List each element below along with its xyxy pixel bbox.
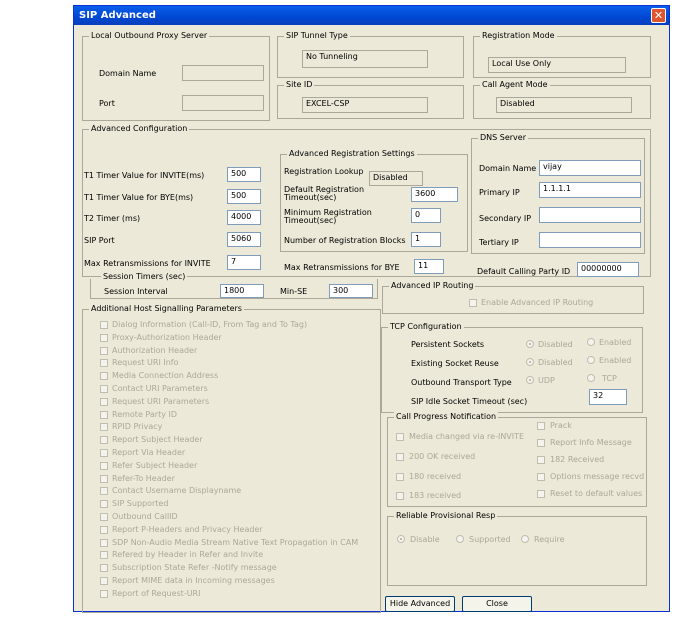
max-retx-bye-label: Max Retransmissions for BYE (284, 263, 400, 272)
registration-lookup-label: Registration Lookup (284, 167, 364, 176)
reliable-supported-radio[interactable] (456, 535, 464, 543)
call-agent-mode-group (473, 80, 651, 119)
reliable-disable-label: Disable (410, 535, 440, 544)
call-progress-label: 200 OK received (409, 452, 476, 461)
tcp-configuration-legend: TCP Configuration (390, 322, 462, 331)
call-progress-label: Options message recvd (550, 472, 645, 481)
reliable-require-radio[interactable] (521, 535, 529, 543)
minimum-registration-timeout-label: Minimum Registration Timeout(sec) (284, 208, 372, 225)
host-param-label: Media Connection Address (112, 371, 219, 381)
host-param-checkbox[interactable] (100, 513, 108, 521)
registration-blocks-field[interactable]: 1 (411, 232, 441, 247)
minimum-registration-timeout-field[interactable]: 0 (411, 208, 441, 223)
host-param-checkbox[interactable] (100, 334, 108, 342)
t1-bye-field[interactable]: 500 (227, 189, 261, 204)
outbound-transport-label: Outbound Transport Type (411, 378, 512, 387)
dns-domain-label: Domain Name (479, 164, 537, 173)
default-registration-timeout-field[interactable]: 3600 (411, 187, 458, 202)
host-param-label: Report of Request-URI (112, 588, 201, 598)
host-param-checkbox[interactable] (100, 423, 108, 431)
close-window-button[interactable] (651, 8, 666, 23)
host-param-checkbox[interactable] (100, 321, 108, 329)
host-params-legend: Additional Host Signalling Parameters (91, 304, 242, 313)
close-icon: ✕ (653, 9, 664, 22)
session-timers-legend: Session Timers (sec) (103, 272, 186, 281)
host-param-checkbox[interactable] (100, 487, 108, 495)
host-param-checkbox[interactable] (100, 475, 108, 483)
persistent-enabled-radio[interactable] (587, 338, 595, 346)
host-param-label: Request URI Parameters (112, 396, 210, 406)
sip-port-label: SIP Port (84, 236, 115, 245)
calling-party-field[interactable]: 00000000 (577, 262, 639, 277)
enable-advanced-ip-routing-label: Enable Advanced IP Routing (481, 298, 594, 307)
call-progress-checkbox[interactable] (396, 492, 404, 500)
call-progress-checkbox[interactable] (537, 490, 545, 498)
local-proxy-group (82, 31, 270, 121)
min-se-label: Min-SE (280, 287, 308, 296)
host-param-label: Dialog Information (Call-ID, From Tag and To Tag) (112, 320, 308, 329)
registration-mode-group (473, 31, 651, 78)
host-param-label: Outbound CallID (112, 512, 178, 521)
host-param-checkbox[interactable] (100, 500, 108, 508)
host-param-label: Contact URI Parameters (112, 384, 208, 393)
reliable-provisional-group (387, 511, 647, 586)
tertiary-ip-label: Tertiary IP (479, 238, 519, 247)
primary-ip-field[interactable]: 1.1.1.1 (539, 182, 641, 198)
site-id-legend: Site ID (286, 80, 313, 89)
host-param-checkbox[interactable] (100, 526, 108, 534)
idle-timeout-label: SIP Idle Socket Timeout (sec) (411, 397, 528, 406)
host-param-checkbox[interactable] (100, 590, 108, 598)
reliable-disable-radio[interactable] (397, 535, 405, 543)
proxy-port-label: Port (99, 99, 115, 108)
host-param-checkbox[interactable] (100, 564, 108, 572)
max-retx-invite-label: Max Retransmissions for INVITE (84, 259, 211, 268)
reliable-supported-label: Supported (469, 535, 511, 544)
call-progress-checkbox[interactable] (396, 453, 404, 461)
call-progress-checkbox[interactable] (537, 439, 545, 447)
window-title: SIP Advanced (79, 10, 156, 21)
host-param-checkbox[interactable] (100, 539, 108, 547)
enable-advanced-ip-routing-checkbox[interactable] (469, 299, 477, 307)
persistent-sockets-label: Persistent Sockets (411, 340, 485, 349)
transport-udp-label: UDP (538, 376, 555, 385)
advanced-configuration-legend: Advanced Configuration (91, 124, 188, 133)
call-progress-label: Prack (550, 421, 572, 430)
tertiary-ip-field[interactable] (539, 232, 641, 248)
host-param-label: Remote Party ID (112, 409, 177, 419)
call-progress-checkbox[interactable] (537, 422, 545, 430)
site-id-group (277, 80, 464, 119)
min-se-field[interactable]: 300 (329, 284, 373, 298)
session-interval-label: Session Interval (104, 287, 168, 296)
host-param-checkbox[interactable] (100, 398, 108, 406)
t1-invite-label: T1 Timer Value for INVITE(ms) (84, 171, 205, 180)
local-proxy-legend: Local Outbound Proxy Server (91, 31, 208, 40)
persistent-disabled-radio[interactable] (526, 340, 534, 348)
registration-mode-field[interactable]: Local Use Only (488, 57, 626, 73)
reuse-disabled-radio[interactable] (526, 358, 534, 366)
default-registration-timeout-label: Default Registration Timeout(sec) (284, 185, 365, 202)
host-param-label: Request URI Info (112, 358, 179, 368)
secondary-ip-field[interactable] (539, 207, 641, 223)
registration-lookup-field[interactable]: Disabled (369, 171, 423, 186)
host-param-checkbox[interactable] (100, 551, 108, 559)
proxy-domain-field[interactable] (182, 65, 264, 81)
reuse-enabled-radio[interactable] (587, 356, 595, 364)
host-param-checkbox[interactable] (100, 347, 108, 355)
host-param-label: Contact Username Displayname (112, 486, 242, 496)
dns-domain-field[interactable]: vijay (539, 160, 641, 176)
max-retx-bye-field[interactable]: 11 (414, 259, 444, 274)
reliable-require-label: Require (534, 535, 565, 544)
host-param-label: Subscription State Refer -Notify message (112, 563, 277, 573)
session-interval-field[interactable]: 1800 (220, 284, 264, 298)
advanced-registration-legend: Advanced Registration Settings (289, 149, 415, 158)
transport-tcp-radio[interactable] (587, 374, 595, 382)
host-param-checkbox[interactable] (100, 577, 108, 585)
call-progress-checkbox[interactable] (396, 473, 404, 481)
close-button[interactable]: Close (462, 596, 532, 612)
tunnel-type-field[interactable]: No Tunneling (302, 50, 428, 68)
host-param-label: Refered by Header in Refer and Invite (112, 550, 264, 560)
registration-blocks-label: Number of Registration Blocks (284, 236, 406, 245)
call-agent-mode-legend: Call Agent Mode (482, 80, 548, 89)
call-progress-checkbox[interactable] (537, 456, 545, 464)
host-param-label: Report Via Header (112, 448, 186, 457)
call-progress-checkbox[interactable] (396, 433, 404, 441)
reuse-enabled-label: Enabled (599, 356, 632, 365)
calling-party-label: Default Calling Party ID (477, 267, 571, 276)
proxy-port-field[interactable] (182, 95, 264, 111)
t2-timer-field[interactable]: 4000 (227, 210, 261, 225)
tunnel-group (277, 31, 464, 78)
socket-reuse-label: Existing Socket Reuse (411, 359, 499, 368)
call-progress-legend: Call Progress Notification (396, 412, 497, 421)
sip-advanced-dialog (73, 5, 670, 612)
host-param-checkbox[interactable] (100, 385, 108, 393)
host-param-checkbox[interactable] (100, 359, 108, 367)
host-param-checkbox[interactable] (100, 411, 108, 419)
host-param-label: Report Subject Header (112, 435, 203, 445)
call-agent-mode-field[interactable]: Disabled (496, 97, 632, 113)
host-param-label: Report MIME data in Incoming messages (112, 576, 275, 585)
host-param-checkbox[interactable] (100, 436, 108, 444)
host-param-label: Proxy-Authorization Header (112, 332, 222, 342)
host-param-label: SDP Non-Audio Media Stream Native Text Propagation in CAM (112, 537, 359, 547)
call-progress-label: Report Info Message (550, 438, 632, 447)
proxy-domain-label: Domain Name (99, 69, 157, 78)
transport-tcp-label: TCP (602, 374, 617, 383)
call-progress-label: 182 Received (550, 455, 605, 464)
site-id-field[interactable]: EXCEL-CSP (302, 97, 428, 113)
call-progress-label: Media changed via re-INVITE (409, 432, 525, 441)
host-param-label: Refer-To Header (112, 473, 175, 483)
call-progress-label: 180 received (409, 472, 462, 481)
title-bar (74, 6, 669, 25)
transport-udp-radio[interactable] (526, 376, 534, 384)
host-param-label: Authorization Header (112, 345, 198, 355)
dns-server-legend: DNS Server (480, 133, 526, 142)
idle-timeout-field[interactable]: 32 (589, 389, 627, 405)
t2-timer-label: T2 Timer (ms) (84, 214, 141, 223)
tunnel-legend: SIP Tunnel Type (286, 31, 348, 40)
host-param-label: Refer Subject Header (112, 460, 198, 470)
host-param-label: SIP Supported (112, 499, 169, 509)
host-param-checkbox[interactable] (100, 462, 108, 470)
reuse-disabled-label: Disabled (538, 358, 573, 367)
host-param-checkbox[interactable] (100, 449, 108, 457)
persistent-disabled-label: Disabled (538, 340, 573, 349)
secondary-ip-label: Secondary IP (479, 214, 532, 223)
registration-mode-legend: Registration Mode (482, 31, 555, 40)
primary-ip-label: Primary IP (479, 188, 520, 197)
reliable-provisional-legend: Reliable Provisional Resp (396, 511, 496, 520)
persistent-enabled-label: Enabled (599, 338, 632, 347)
host-param-checkbox[interactable] (100, 372, 108, 380)
max-retx-invite-field[interactable]: 7 (227, 255, 261, 270)
hide-advanced-button[interactable]: Hide Advanced (385, 596, 455, 612)
host-param-label: RPID Privacy (112, 422, 163, 432)
host-param-label: Report P-Headers and Privacy Header (112, 524, 263, 534)
call-progress-label: Reset to default values (550, 489, 643, 498)
call-progress-checkbox[interactable] (537, 473, 545, 481)
advanced-ip-routing-legend: Advanced IP Routing (391, 281, 474, 290)
t1-invite-field[interactable]: 500 (227, 167, 261, 182)
t1-bye-label: T1 Timer Value for BYE(ms) (84, 193, 194, 202)
sip-port-field[interactable]: 5060 (227, 232, 261, 247)
call-progress-label: 183 received (409, 491, 462, 500)
